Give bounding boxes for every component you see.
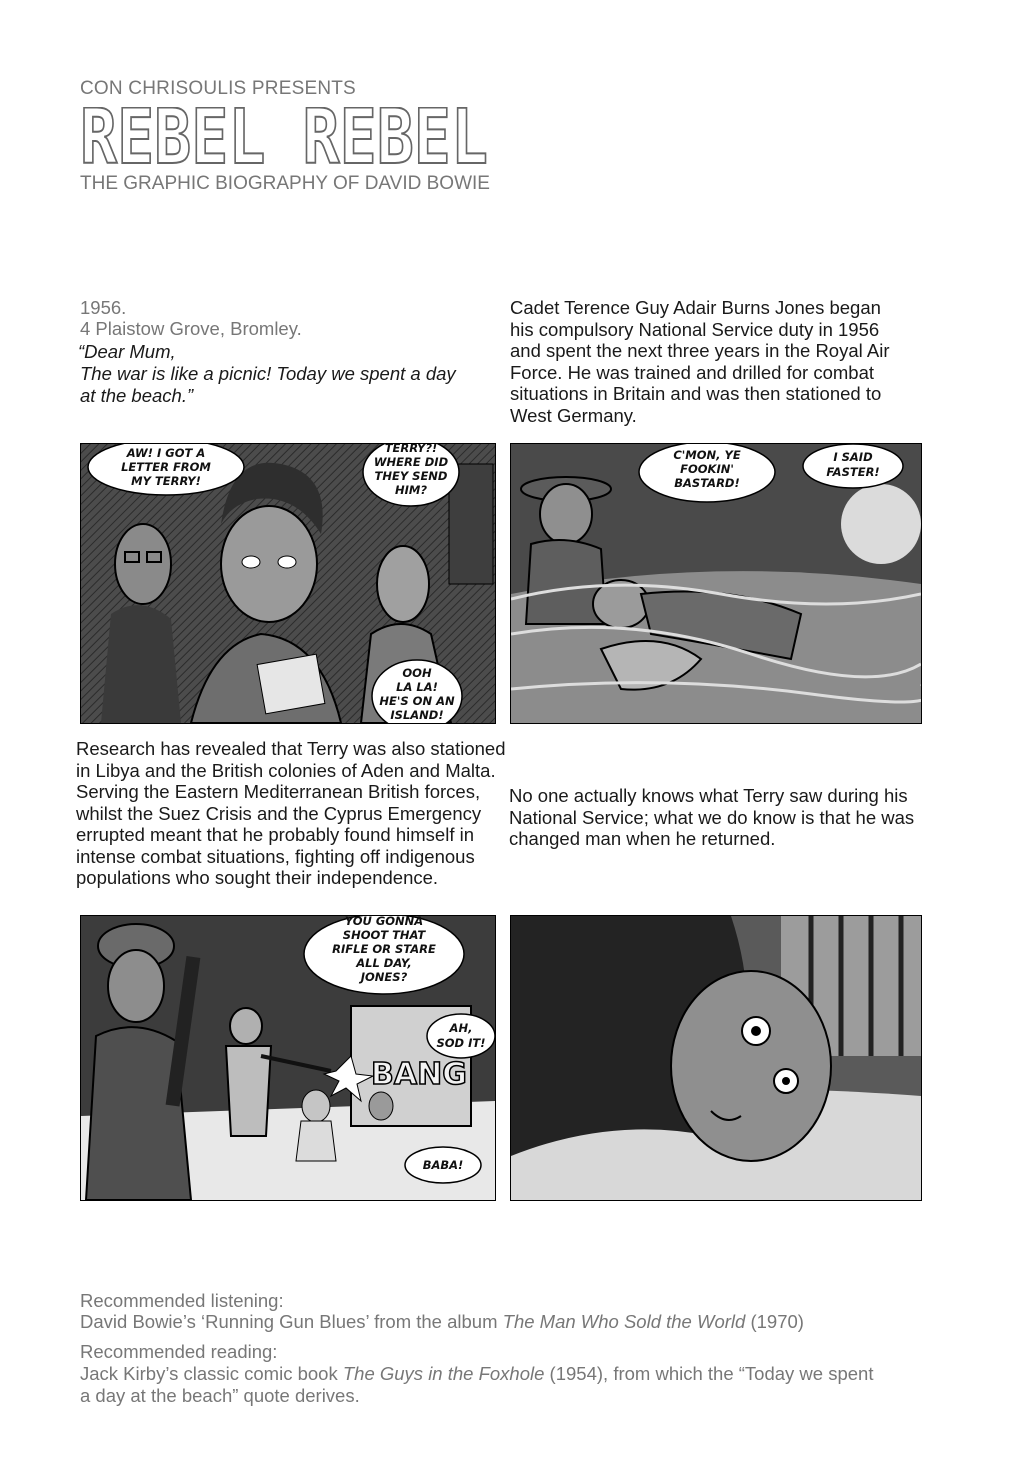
reading-text-1: Jack Kirby’s classic comic book (80, 1363, 338, 1384)
bubble-ooh-line: ISLAND! (390, 708, 444, 722)
reading-heading: Recommended reading: (80, 1341, 278, 1362)
rebel-rebel-logo (80, 107, 490, 169)
reading-text-2: (1954), from which the “Today we spent (544, 1363, 874, 1384)
panel-1-art (81, 444, 495, 723)
bubble-aw-line: LETTER FROM (121, 460, 211, 474)
intro-right-line: situations in Britain and was then stationed to (510, 383, 882, 404)
reading-book: The Guys in the Foxhole (342, 1363, 545, 1384)
bubble-aw-line: AW! I GOT A (126, 446, 206, 460)
middle-left-paragraph (76, 738, 506, 889)
intro-right-line: Cadet Terence Guy Adair Burns Jones began (510, 297, 881, 318)
comic-panel-1 (80, 443, 496, 724)
middle-right-line: changed man when he returned. (509, 828, 776, 849)
middle-left-line: in Libya and the British colonies of Aden and Malta. (76, 759, 496, 781)
bubble-terry-line: WHERE DID (373, 455, 449, 469)
letter-line-1: “Dear Mum, (78, 341, 176, 362)
middle-left-line: Serving the Eastern Mediterranean British forces, (76, 781, 481, 802)
reading-line-1 (80, 1363, 873, 1385)
listening-heading: Recommended listening: (80, 1290, 284, 1311)
intro-right-paragraph (510, 297, 889, 426)
bubble-terry-line: TERRY?! (384, 444, 438, 455)
bubble-shoot-line: ALL DAY, (356, 956, 412, 970)
bubble-ooh-line: HE'S ON AN (379, 694, 455, 708)
bubble-cmon-line: BASTARD! (674, 476, 740, 490)
middle-left-line: whilst the Suez Crisis and the Cyprus Emergency (76, 802, 482, 824)
reading-line-2: a day at the beach” quote derives. (80, 1385, 360, 1406)
intro-right-line: West Germany. (510, 404, 637, 426)
letter-line-2: The war is like a picnic! Today we spent a day (80, 363, 456, 384)
bubble-cmon-line: FOOKIN' (680, 462, 734, 476)
listening-album: The Man Who Sold the World (502, 1311, 746, 1332)
middle-right-line: National Service; what we do know is that he was (509, 806, 915, 828)
middle-left-line: Research has revealed that Terry was also stationed (76, 738, 506, 759)
bubble-sod-line: SOD IT! (436, 1036, 486, 1050)
middle-right-line: No one actually knows what Terry saw during his (509, 785, 908, 806)
logo-title: REBEL REBEL (80, 107, 488, 169)
bubble-terry-line: THEY SEND (374, 469, 448, 483)
intro-right-line: and spent the next three years in the Royal Air (510, 340, 890, 361)
listening-text: David Bowie’s ‘Running Gun Blues’ from the album (80, 1311, 498, 1332)
middle-left-line: intense combat situations, fighting off indigenous (76, 845, 475, 867)
comic-panel-3 (80, 915, 496, 1201)
bubble-terry-line: HIM? (394, 483, 428, 497)
listening-line (80, 1311, 804, 1333)
listening-year: (1970) (745, 1311, 804, 1332)
presents-line: CON CHRISOULIS PRESENTS (80, 78, 356, 99)
middle-left-line: errupted meant that he probably found himself in (76, 824, 474, 845)
intro-address: 4 Plaistow Grove, Bromley. (80, 318, 302, 339)
bubble-aw-line: MY TERRY! (131, 474, 201, 488)
intro-right-line: Force. He was trained and drilled for combat (510, 361, 875, 383)
intro-right-line: his compulsory National Service duty in 1956 (510, 318, 880, 340)
bubble-faster-line: FASTER! (826, 465, 880, 479)
bubble-faster-line: I SAID (833, 450, 873, 464)
intro-year: 1956. (80, 297, 127, 318)
middle-right-paragraph (509, 785, 914, 850)
bang-sound-effect: BANG (371, 1057, 467, 1092)
bubble-shoot-line: JONES? (360, 970, 408, 984)
bubble-shoot-line: RIFLE OR STARE (332, 942, 436, 956)
panel-2-art (511, 444, 921, 723)
bubble-ooh-line: OOH (402, 666, 432, 680)
panel-3-art (81, 916, 495, 1200)
letter-line-3: at the beach.” (80, 385, 194, 406)
comic-panel-4 (510, 915, 922, 1201)
bubble-shoot-line: YOU GONNA (344, 916, 424, 928)
panel-4-art (511, 916, 921, 1200)
bubble-cmon-line: C'MON, YE (673, 448, 741, 462)
middle-left-line: populations who sought their independence. (76, 867, 439, 888)
bubble-sod-line: AH, (449, 1021, 473, 1035)
bubble-ooh-line: LA LA! (396, 680, 438, 694)
comic-panel-2 (510, 443, 922, 724)
subtitle: THE GRAPHIC BIOGRAPHY OF DAVID BOWIE (80, 173, 490, 194)
bubble-shoot-line: SHOOT THAT (342, 928, 426, 942)
bubble-baba: BABA! (422, 1158, 464, 1172)
